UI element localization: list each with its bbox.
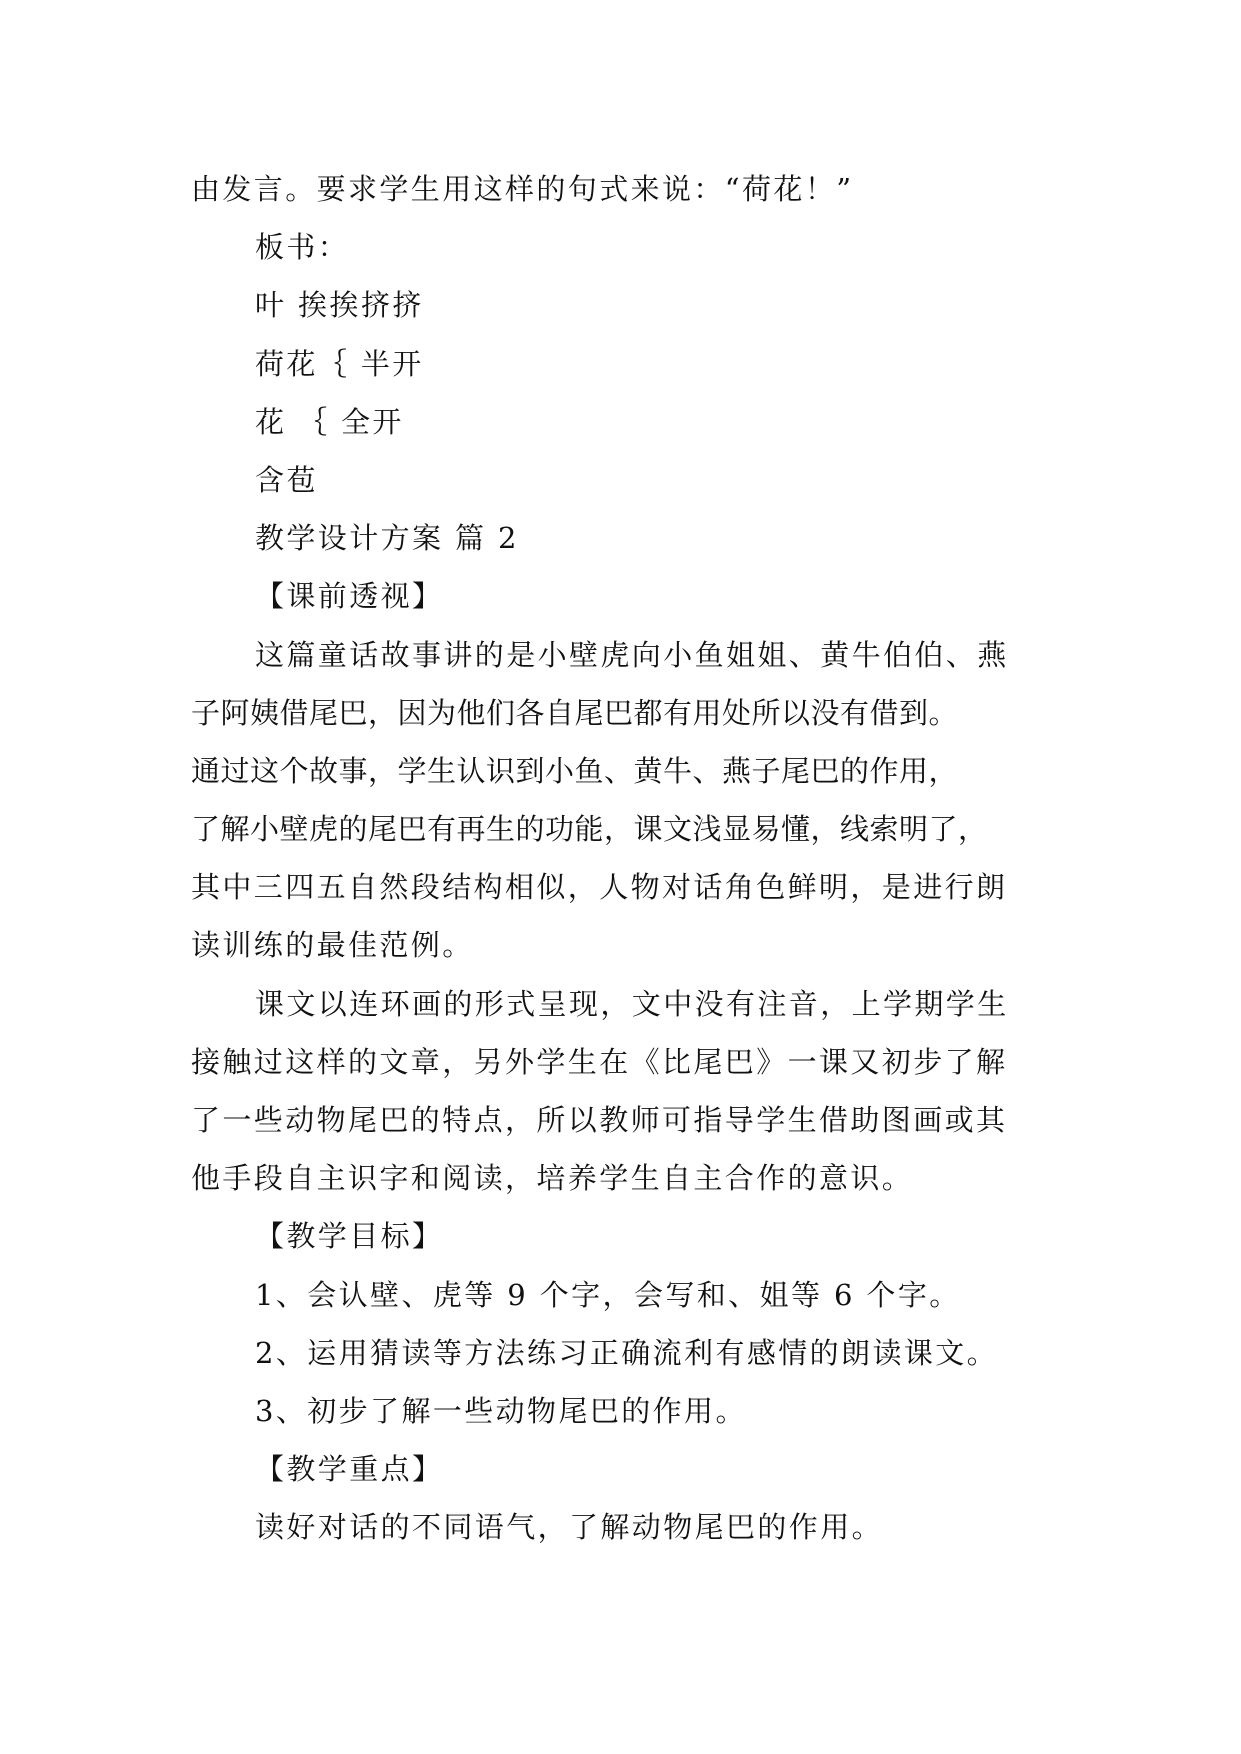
- paragraph-line: 了一些动物尾巴的特点，所以教师可指导学生借助图画或其: [191, 1103, 1008, 1137]
- text-line: 叶 挨挨挤挤: [255, 288, 424, 323]
- list-item: 1、会认壁、虎等 9 个字，会写和、姐等 6 个字。: [255, 1277, 961, 1312]
- paragraph-line: 其中三四五自然段结构相似，人物对话角色鲜明，是进行朗: [191, 870, 1008, 905]
- list-item: 3、初步了解一些动物尾巴的作用。: [255, 1393, 747, 1428]
- text-line: 由发言。要求学生用这样的句式来说：“荷花！”: [191, 172, 854, 206]
- text-line: 含苞: [255, 462, 318, 497]
- section-title: 教学设计方案 篇 2: [255, 521, 519, 556]
- paragraph-line: 通过这个故事，学生认识到小鱼、黄牛、燕子尾巴的作用，: [191, 753, 959, 788]
- document-body: [191, 160, 1066, 1557]
- text-line: 花 ｛ 全开: [255, 404, 404, 439]
- paragraph-line: 子阿姨借尾巴，因为他们各自尾巴都有用处所以没有借到。: [191, 695, 959, 730]
- paragraph-line: 课文以连环画的形式呈现，文中没有注音，上学期学生: [255, 986, 1009, 1021]
- paragraph-line: 他手段自主识字和阅读，培养学生自主合作的意识。: [191, 1161, 914, 1196]
- paragraph-line: 了解小壁虎的尾巴有再生的功能，课文浅显易懂，线索明了，: [191, 812, 988, 847]
- paragraph-line: 读好对话的不同语气，了解动物尾巴的作用。: [255, 1510, 884, 1545]
- paragraph-line: 读训练的最佳范例。: [191, 928, 474, 963]
- section-heading: 【教学目标】: [255, 1219, 444, 1254]
- section-heading: 【教学重点】: [255, 1452, 444, 1487]
- section-heading: 【课前透视】: [255, 579, 444, 614]
- text-line: 板书：: [255, 230, 350, 265]
- text-line: 荷花｛ 半开: [255, 346, 424, 381]
- paragraph-line: 这篇童话故事讲的是小壁虎向小鱼姐姐、黄牛伯伯、燕: [255, 637, 1009, 672]
- paragraph-line: 接触过这样的文章，另外学生在《比尾巴》一课又初步了解: [191, 1044, 1008, 1079]
- list-item: 2、运用猜读等方法练习正确流利有感情的朗读课文。: [255, 1335, 999, 1370]
